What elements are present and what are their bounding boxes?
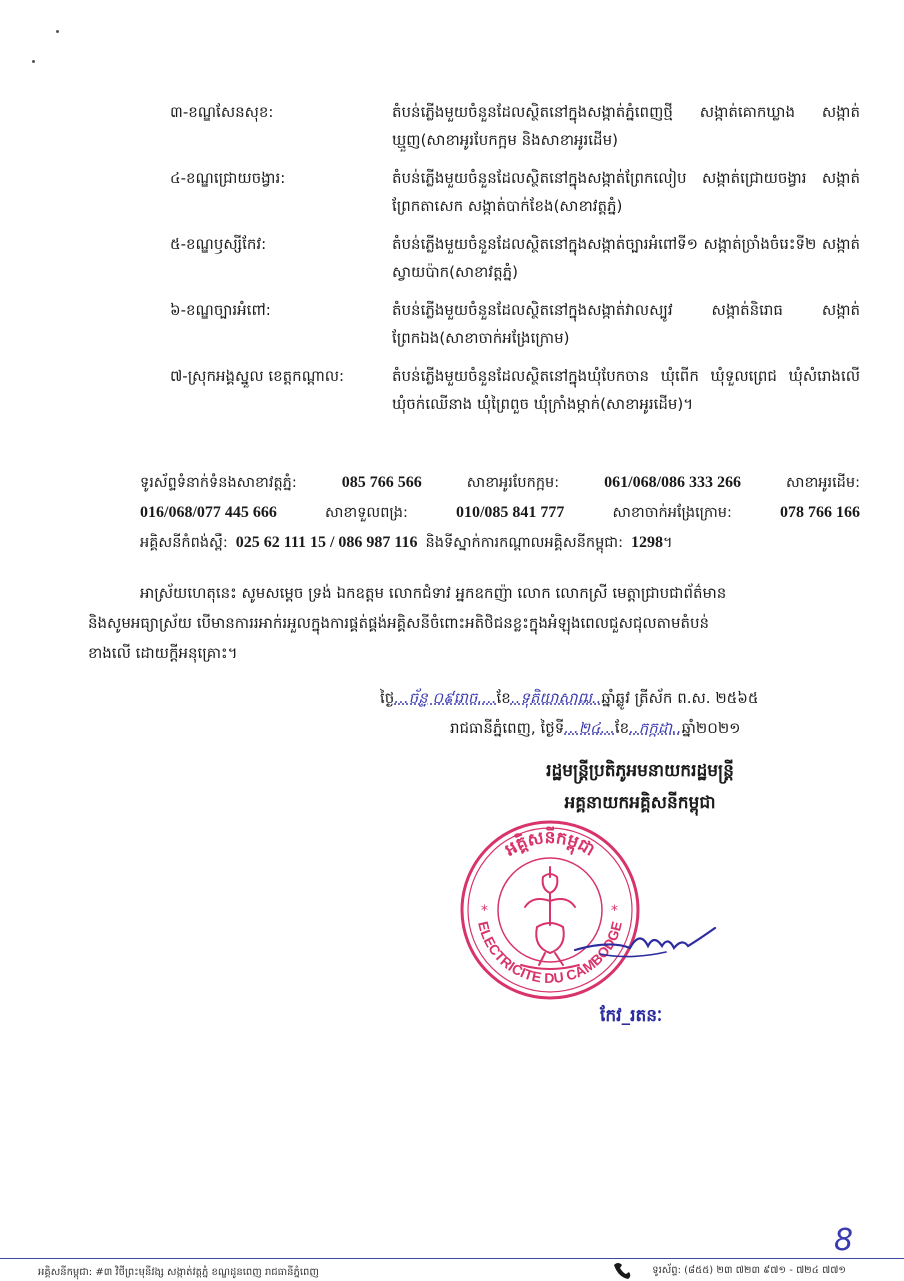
day-prefix: ថ្ងៃ (380, 689, 395, 707)
phone-number: 061/068/086 333 266 (604, 474, 742, 491)
seal-top-text: អគ្គិសនីកម្ពុជា (501, 828, 599, 861)
outage-zone-list (170, 98, 860, 428)
zone-label: ៣-ខណ្ឌសែនសុខ: (170, 103, 274, 121)
lunar-date-line (380, 683, 870, 713)
branch-label: សាខាអូរបែកក្អម: (466, 475, 560, 491)
phone-number: 078 766 166 (780, 504, 860, 521)
scan-speck (56, 30, 59, 33)
zone-item (170, 98, 860, 154)
footer-address: អគ្គិសនីកម្ពុជា: #៣ វិថីព្រះមុនីវង្ស សង្កាត់វត្តភ្នំ ខណ្ឌដូនពេញ រាជធានីភ្នំពេញ (38, 1267, 319, 1278)
zone-item (170, 164, 860, 220)
lunar-year: ឆ្នាំឆ្លូវ ត្រីស័ក ព.ស. ២៥៦៥ (601, 689, 759, 707)
phone-number: 1298 (631, 534, 663, 551)
month-prefix: ខែ (614, 719, 630, 737)
signatory-title: អគ្គនាយកអគ្គិសនីកម្ពុជា (564, 793, 716, 813)
zone-item (170, 296, 860, 352)
phone-number: 085 766 566 (341, 474, 422, 491)
contact-row (140, 468, 860, 498)
phone-number: 010/085 841 777 (455, 504, 565, 521)
zone-label: ៥-ខណ្ឌឫស្សីកែវ: (170, 235, 267, 253)
solar-year: ឆ្នាំ២០២១ (681, 719, 741, 737)
handwritten-date: ...២៤... (564, 719, 615, 737)
svg-text:*: * (481, 903, 488, 919)
handwritten-month: ..កក្កដា.. (629, 719, 682, 737)
branch-label: សាខាចាក់អង្រែក្រោម: (612, 505, 732, 521)
closing-line: ខាងលើ ដោយក្តីអនុគ្រោះ។ (88, 644, 238, 662)
handwritten-signature-icon (570, 910, 720, 970)
branch-label: អគ្គិសនីកំពង់ស្ពឺ: (140, 535, 228, 551)
zone-label: ៤-ខណ្ឌជ្រោយចង្វារ: (170, 169, 286, 187)
closing-line: អាស្រ័យហេតុនេះ សូមសម្តេច ទ្រង់ ឯកឧត្តម លោកជំទាវ អ្នកឧកញ៉ា លោក លោកស្រី មេត្តាជ្រាបជាព័ត៌មាន (140, 584, 727, 602)
zone-label: ៧-ស្រុកអង្គស្នួល ខេត្តកណ្តាល: (170, 367, 345, 385)
phone-number: 016/068/077 445 666 (140, 504, 277, 521)
contact-numbers (140, 468, 860, 558)
solar-date-line (380, 713, 870, 743)
contact-row (140, 528, 860, 558)
branch-label: និងទីស្នាក់ការកណ្តាលអគ្គិសនីកម្ពុជា: (425, 535, 623, 551)
closing-paragraph (88, 578, 858, 668)
svg-text:*: * (611, 903, 618, 919)
zone-label: ៦-ខណ្ឌច្បារអំពៅ: (170, 301, 271, 319)
date-block (380, 683, 870, 743)
footer-phone: ទូរស័ព្ទ: (៨៥៥) ២៣ ៧២៣ ៩៧១ - ៧២៤ ៧៧១ (652, 1265, 846, 1276)
branch-label: សាខាទួលពង្រ: (325, 505, 408, 521)
letterhead-footer (0, 1258, 904, 1281)
handwritten-month: ..ទុតិយាសាឍ.. (510, 689, 602, 707)
phone-number: 025 62 111 15 / 086 987 116 (235, 534, 418, 551)
zone-description: តំបន់ភ្លើងមួយចំនួនដែលស្ថិតនៅក្នុងសង្កាត់វាលស្បូវ សង្កាត់និរោធ សង្កាត់ព្រែកឯង(សាខាចាក់អង្រែក្រោម) (392, 301, 860, 347)
page-number-text: 8 (834, 1223, 854, 1258)
seal-bottom-text: ELECTRICITE DU CAMBODGE (475, 919, 625, 987)
zone-description: តំបន់ភ្លើងមួយចំនួនដែលស្ថិតនៅក្នុងសង្កាត់ព្រែកលៀប សង្កាត់ជ្រោយចង្វារ សង្កាត់ព្រែកតាសេក សង្កាត់បាក់ខែង(សាខាវត្តភ្នំ) (392, 169, 860, 215)
month-prefix: ខែ (496, 689, 511, 707)
scan-speck (32, 60, 35, 63)
branch-label: សាខាអូរដើម: (786, 475, 860, 491)
sentence-end: ។ (663, 535, 673, 551)
phone-icon (610, 1259, 634, 1281)
signatory-name: កែវ_រតនៈ (600, 1006, 663, 1026)
contact-row (140, 498, 860, 528)
zone-description: តំបន់ភ្លើងមួយចំនួនដែលស្ថិតនៅក្នុងសង្កាត់ច្បារអំពៅទី១ សង្កាត់ច្រាំងចំរេះទី២ សង្កាត់ស្វាយប៉ាក(សាខាវត្តភ្នំ) (392, 235, 860, 281)
closing-line: និងសូមអធ្យាស្រ័យ បើមានការរអាក់រអួលក្នុងការផ្គត់ផ្គង់អគ្គិសនីចំពោះអតិថិជនខ្លះក្នុងអំឡុងពេលជួសជុលតាមតំបន់ (88, 614, 710, 632)
place-prefix: រាជធានីភ្នំពេញ, ថ្ងៃទី (450, 719, 565, 737)
zone-description: តំបន់ភ្លើងមួយចំនួនដែលស្ថិតនៅក្នុងឃុំបែកចាន ឃុំពើក ឃុំទួលព្រេជ ឃុំសំរោងលើ ឃុំចក់ឈើនាង ឃុំព្រៃពួច ឃុំក្រាំងម្កាក់(សាខាអូរដើម)។ (392, 367, 860, 413)
handwritten-page-number (828, 1218, 868, 1258)
zone-description: តំបន់ភ្លើងមួយចំនួនដែលស្ថិតនៅក្នុងសង្កាត់ភ្នំពេញថ្មី សង្កាត់គោកឃ្លាង សង្កាត់ឃ្មួញ(សាខាអូរបែកក្អម និងសាខាអូរដើម) (392, 103, 860, 149)
signatory-title: រដ្ឋមន្ត្រីប្រតិភូអមនាយករដ្ឋមន្ត្រី (546, 761, 734, 781)
zone-item (170, 362, 860, 418)
zone-item (170, 230, 860, 286)
svg-text:អគ្គិសនីកម្ពុជា (502, 826, 598, 861)
branch-label: ទូរស័ព្ទទំនាក់ទំនងសាខាវត្តភ្នំ: (140, 475, 297, 491)
handwritten-day: ...ច័ន្ទ ០៩រោច.... (394, 689, 497, 707)
